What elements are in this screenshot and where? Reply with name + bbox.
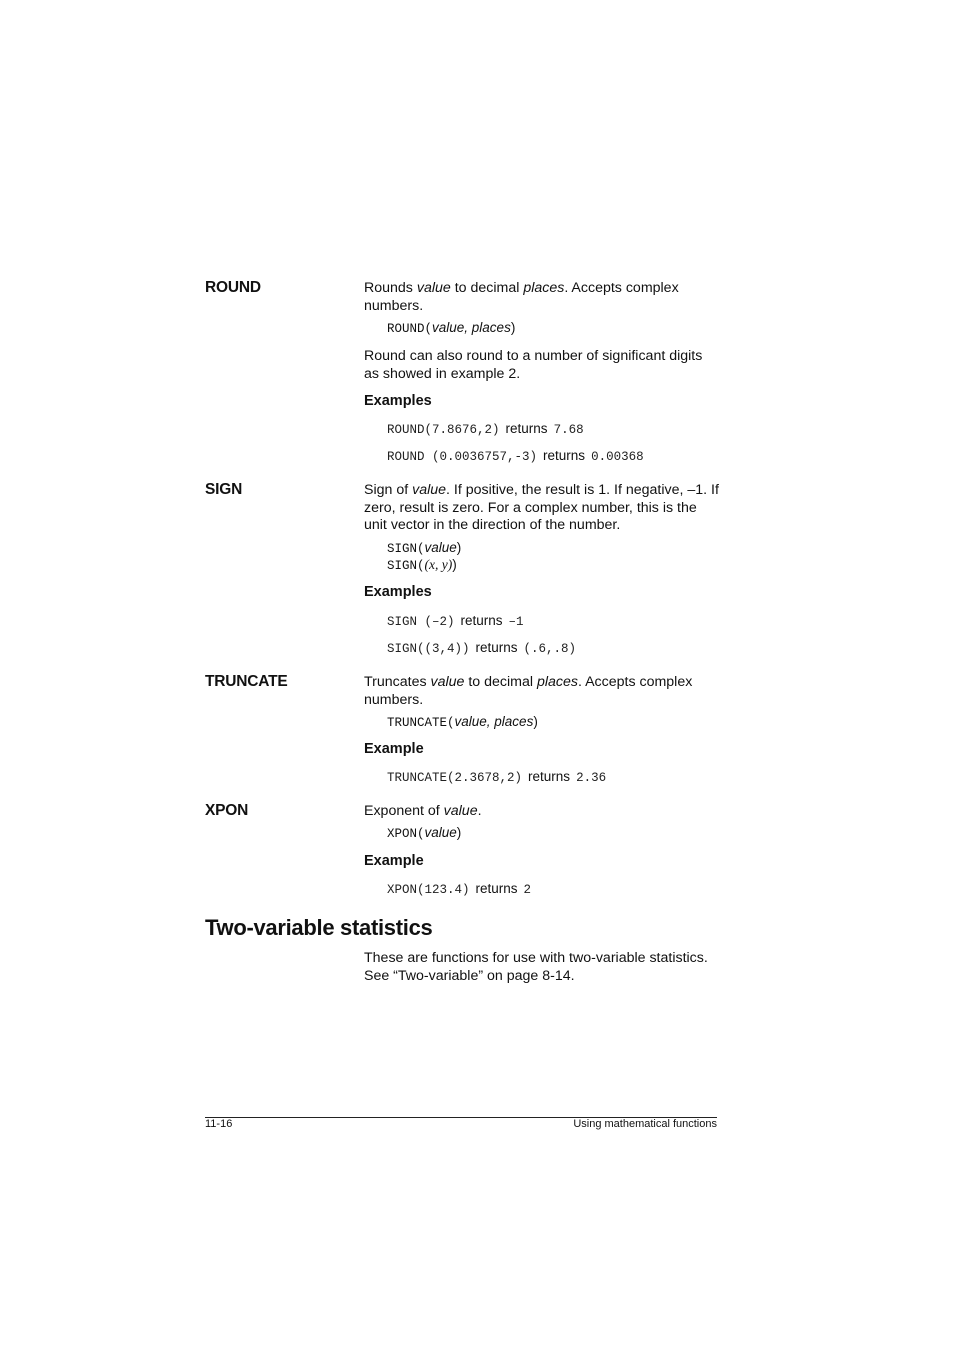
- sign-example-1: [387, 613, 524, 629]
- chapter-title: Using mathematical functions: [573, 1118, 717, 1130]
- syntax-close: ): [510, 320, 516, 335]
- param-places: places: [523, 280, 565, 296]
- syntax-function: SIGN(: [387, 559, 425, 573]
- example-result: 2: [523, 883, 532, 897]
- page-number: 11-16: [205, 1118, 233, 1130]
- syntax-function: XPON(: [387, 827, 425, 841]
- text: Sign of: [364, 482, 413, 498]
- section-intro: These are functions for use with two-variable statistics. See “Two-variable” on page 8-14.: [364, 950, 708, 984]
- syntax-close: ): [456, 540, 462, 555]
- syntax-close: ): [452, 557, 457, 572]
- returns-label: returns: [460, 613, 503, 628]
- syntax-function: SIGN(: [387, 542, 425, 556]
- text: Truncates: [364, 674, 431, 690]
- xpon-example: [387, 881, 531, 897]
- round-example-1: [387, 421, 584, 437]
- section-title: Two-variable statistics: [205, 915, 433, 940]
- text: to decimal: [450, 280, 524, 296]
- syntax-function: ROUND(: [387, 322, 433, 336]
- text: . Accepts complex numbers.: [364, 280, 679, 314]
- example-code: ROUND(7.8676,2): [387, 423, 500, 437]
- example-code: XPON(123.4): [387, 883, 470, 897]
- sign-syntax-1: [387, 540, 461, 556]
- syntax-close: ): [533, 714, 538, 729]
- truncate-description: [364, 674, 720, 709]
- text: Exponent of: [364, 803, 444, 819]
- param-value: value: [430, 674, 465, 690]
- syntax-close: ): [456, 825, 462, 840]
- sign-example-2: [387, 640, 576, 656]
- xpon-heading: XPON: [205, 802, 249, 819]
- example-result: –1: [508, 615, 524, 629]
- round-heading: ROUND: [205, 279, 261, 296]
- param-places: places: [536, 674, 578, 690]
- sign-description: [364, 482, 720, 535]
- example-result: 7.68: [553, 423, 584, 437]
- text: .: [477, 803, 482, 819]
- returns-label: returns: [528, 769, 571, 784]
- syntax-args: (x, y): [424, 557, 453, 572]
- example-code: ROUND (0.0036757,-3): [387, 450, 538, 464]
- returns-label: returns: [543, 448, 586, 463]
- sign-heading: SIGN: [205, 481, 243, 498]
- xpon-description: [364, 803, 720, 821]
- round-examples-heading: Examples: [364, 393, 432, 409]
- returns-label: returns: [505, 421, 548, 436]
- sign-examples-heading: Examples: [364, 584, 432, 600]
- round-description: [364, 280, 720, 315]
- xpon-example-heading: Example: [364, 853, 424, 869]
- text: . If positive, the result is 1. If negative, –1. If zero, result is zero. For a complex number, this is the unit vector in the direction of the number.: [364, 482, 719, 533]
- text: Rounds: [364, 280, 417, 296]
- example-result: (.6,.8): [523, 642, 577, 656]
- xpon-syntax: [387, 825, 461, 841]
- param-value: value: [443, 803, 478, 819]
- truncate-syntax: [387, 714, 538, 730]
- syntax-args: value, places: [454, 714, 534, 729]
- param-value: value: [412, 482, 447, 498]
- text: . Accepts complex numbers.: [364, 674, 693, 708]
- truncate-example: [387, 769, 606, 785]
- round-syntax: [387, 320, 515, 336]
- syntax-args: value: [424, 540, 457, 555]
- round-note: Round can also round to a number of significant digits as showed in example 2.: [364, 348, 703, 382]
- round-example-2: [387, 448, 644, 464]
- sign-syntax-2: [387, 557, 457, 573]
- text: to decimal: [464, 674, 537, 690]
- example-result: 0.00368: [591, 450, 644, 464]
- syntax-args: value: [424, 825, 457, 840]
- example-code: TRUNCATE(2.3678,2): [387, 771, 523, 785]
- example-result: 2.36: [576, 771, 607, 785]
- truncate-heading: TRUNCATE: [205, 673, 288, 690]
- syntax-function: TRUNCATE(: [387, 716, 455, 730]
- example-code: SIGN (–2): [387, 615, 455, 629]
- returns-label: returns: [475, 881, 518, 896]
- example-code: SIGN((3,4)): [387, 642, 470, 656]
- param-value: value: [416, 280, 451, 296]
- truncate-example-heading: Example: [364, 741, 424, 757]
- syntax-args: value, places: [432, 320, 511, 335]
- returns-label: returns: [475, 640, 518, 655]
